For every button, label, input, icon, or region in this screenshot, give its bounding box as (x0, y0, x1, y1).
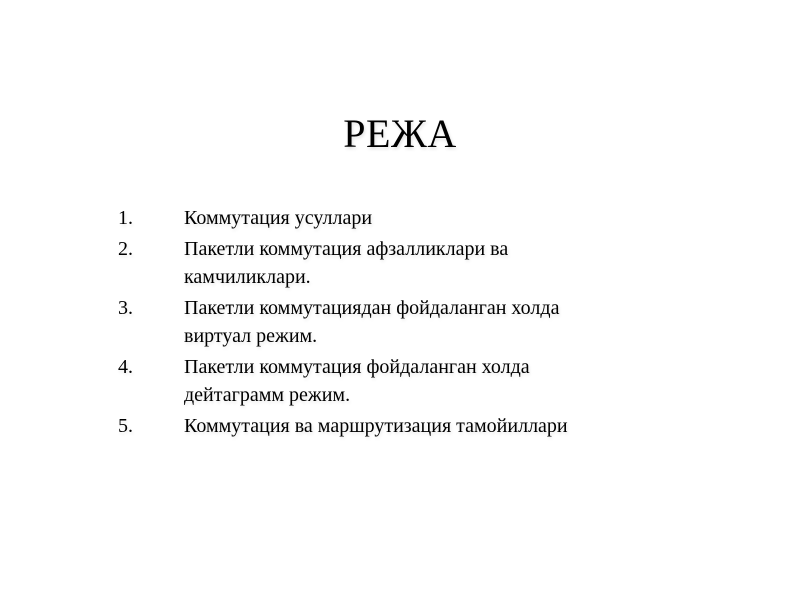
item-number: 2. (118, 238, 133, 260)
item-text: Пакетли коммутация фойдаланган холда дейтаграмм режим. (184, 356, 530, 406)
item-number: 3. (118, 297, 133, 319)
item-number: 4. (118, 356, 133, 378)
item-number: 5. (118, 415, 133, 437)
item-text: Коммутация ва маршрутизация тамойиллари (184, 415, 568, 437)
list-item (118, 412, 678, 440)
list-item (118, 235, 678, 291)
item-text: Коммутация усуллари (184, 207, 373, 229)
list-item (118, 294, 678, 350)
item-number: 1. (118, 207, 133, 229)
item-text: Пакетли коммутациядан фойдаланган холда виртуал режим. (184, 297, 560, 347)
list-item (118, 353, 678, 409)
list-item (118, 204, 678, 232)
item-text: Пакетли коммутация афзалликлари ва камчиликлари. (184, 238, 509, 288)
slide-title: РЕЖА (343, 111, 457, 156)
agenda-list (118, 204, 678, 443)
